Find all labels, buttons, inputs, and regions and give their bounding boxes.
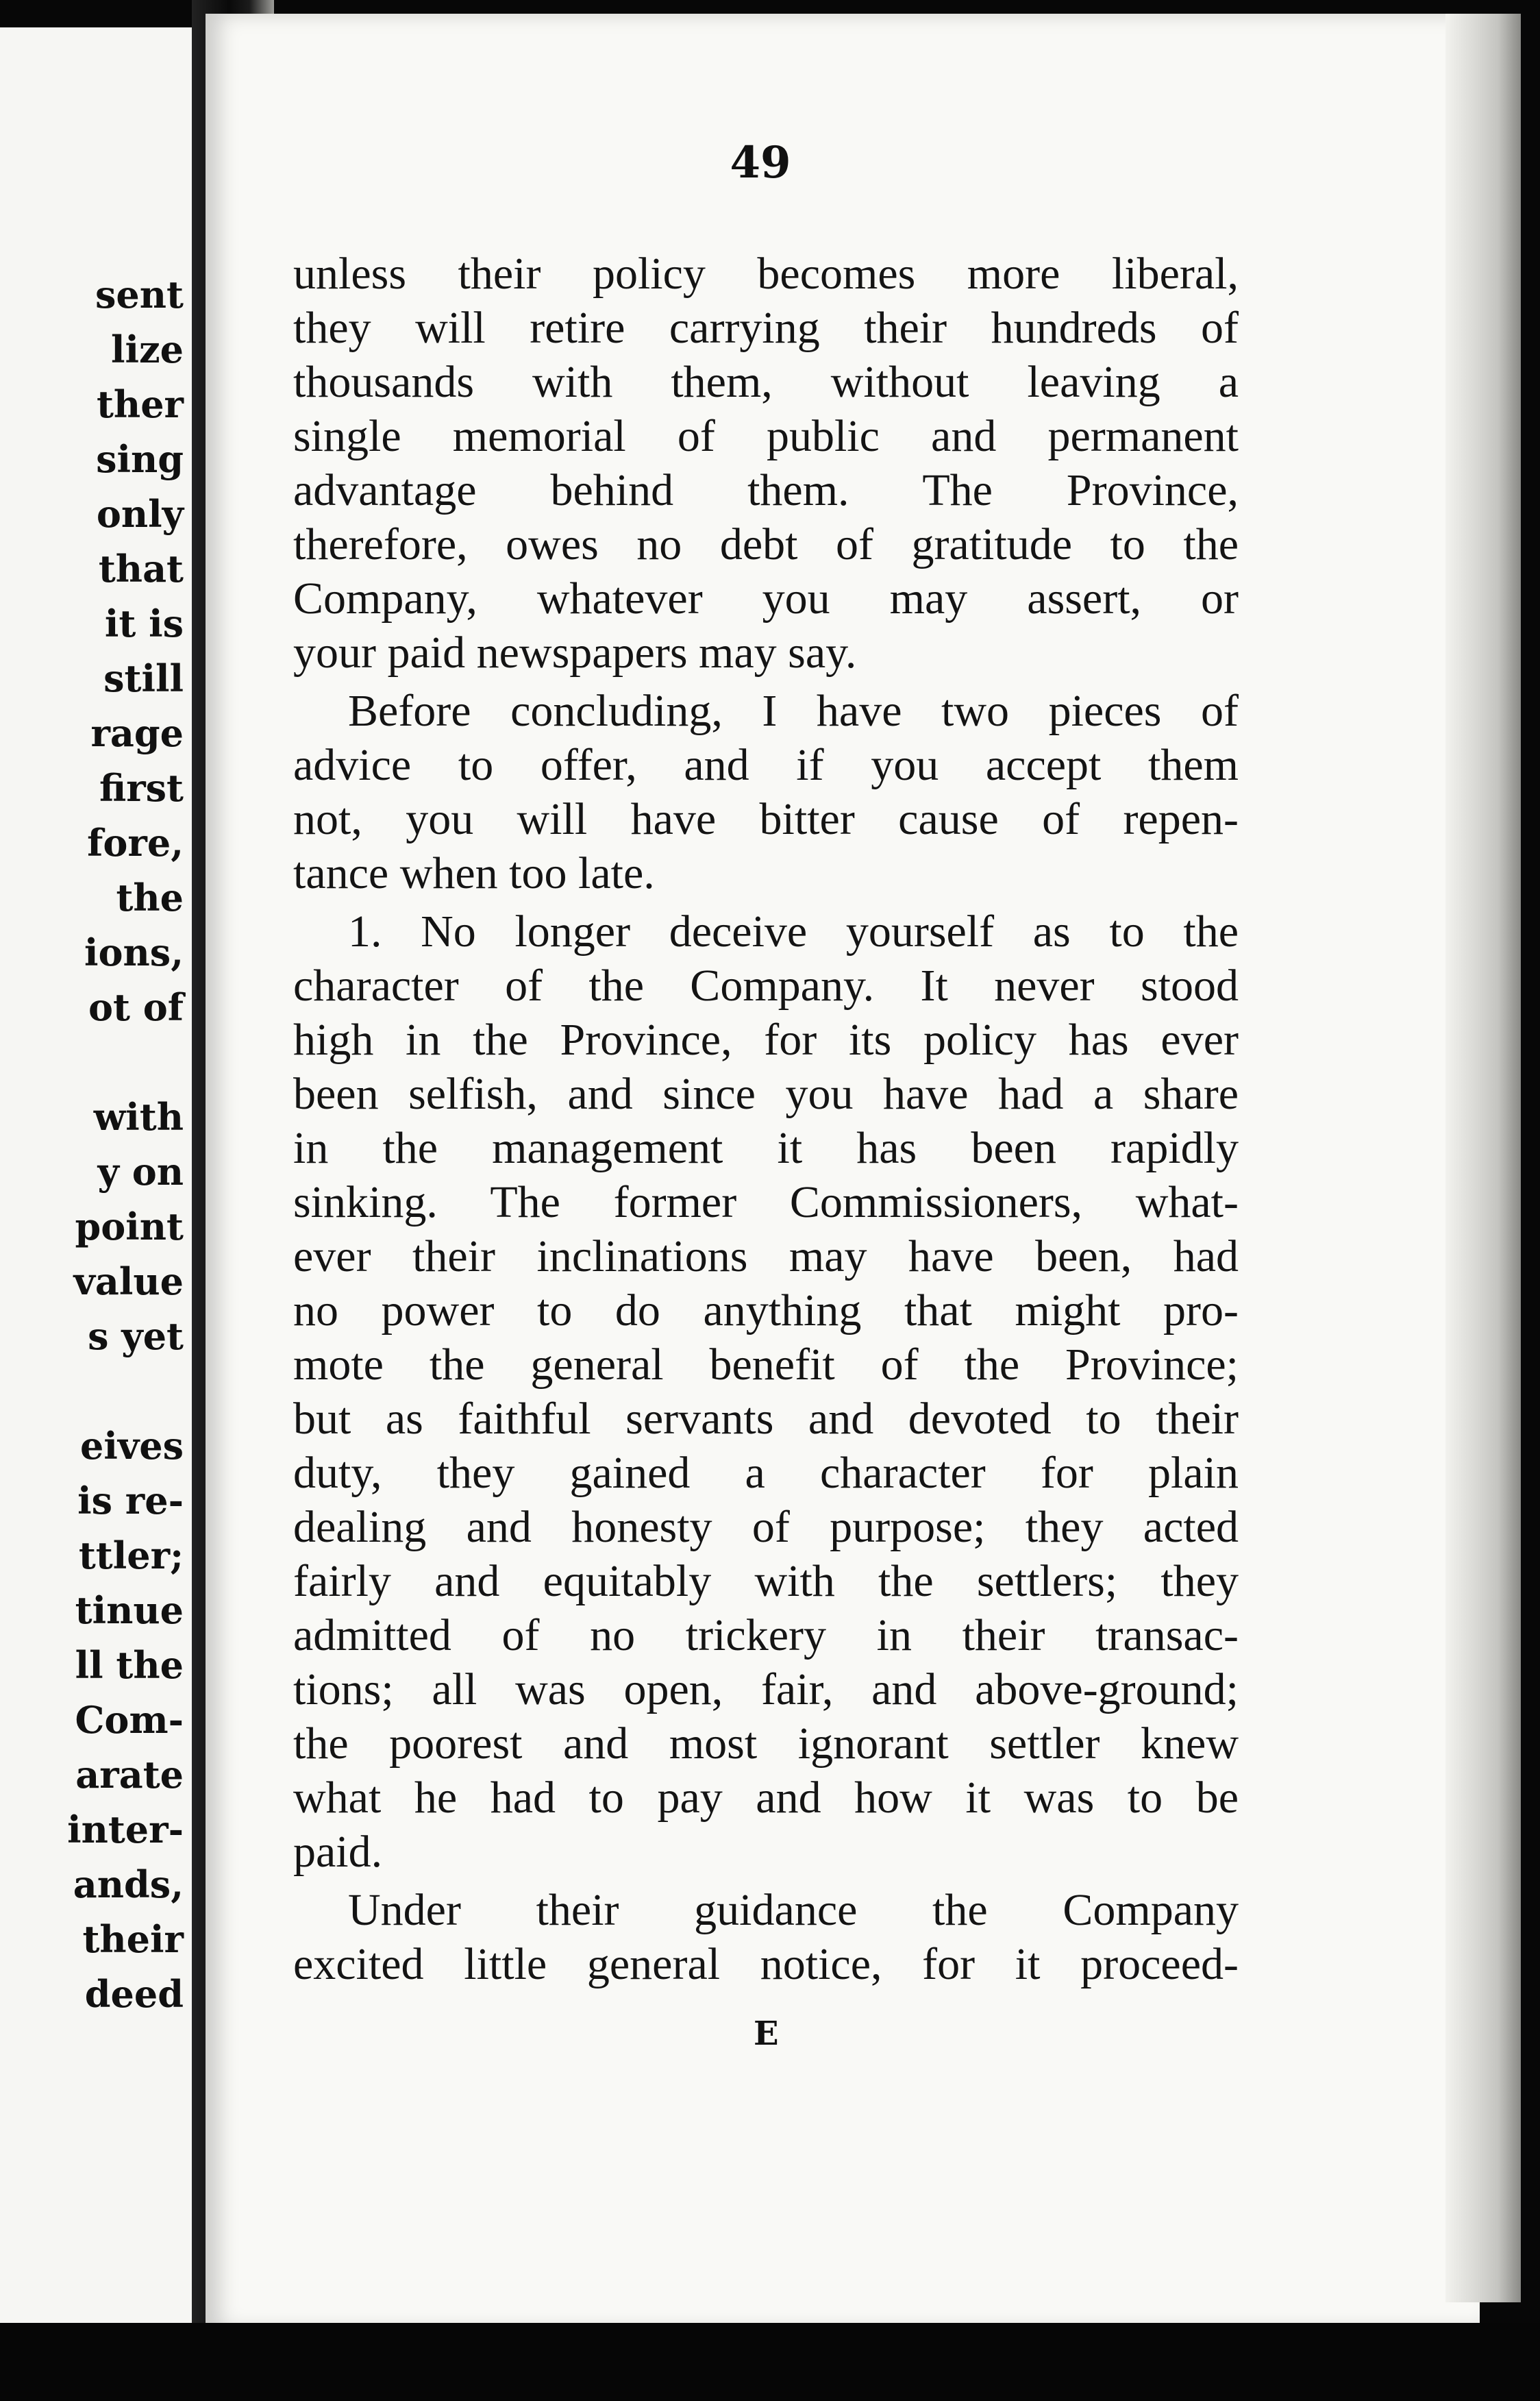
- facing-page-line: it is: [104, 602, 184, 645]
- facing-page-line: Com-: [75, 1698, 184, 1742]
- facing-page-line: only: [96, 492, 184, 536]
- text-line: but as faithful servants and devoted to their: [293, 1394, 1239, 1444]
- facing-page-text: [0, 267, 184, 2021]
- body-text: [293, 247, 1239, 1995]
- paragraph: [293, 1883, 1239, 1991]
- facing-page-line: with: [93, 1095, 184, 1139]
- facing-page-left: [0, 27, 192, 2330]
- facing-page-line: ot of: [88, 985, 184, 1029]
- bottom-shadow: [0, 2323, 1540, 2401]
- facing-page-line: that: [98, 547, 184, 591]
- facing-page-line: y on: [97, 1150, 184, 1194]
- facing-page-line: rage: [90, 711, 184, 755]
- text-line: admitted of no trickery in their transac-: [293, 1610, 1239, 1660]
- text-line: therefore, owes no debt of gratitude to the: [293, 519, 1239, 569]
- text-line: what he had to pay and how it was to be: [293, 1773, 1239, 1823]
- text-line: advice to offer, and if you accept them: [293, 740, 1239, 790]
- text-line: they will retire carrying their hundreds of: [293, 303, 1239, 353]
- facing-page-line: first: [99, 766, 184, 810]
- text-line: high in the Province, for its policy has ever: [293, 1015, 1239, 1065]
- text-line: paid.: [293, 1827, 383, 1877]
- facing-page-line: tinue: [75, 1588, 184, 1632]
- facing-page-line: [0, 1035, 184, 1089]
- facing-page-line: inter-: [67, 1808, 184, 1851]
- text-line: thousands with them, without leaving a: [293, 357, 1239, 407]
- facing-page-line: ttler;: [78, 1534, 184, 1577]
- facing-page-line: ll the: [75, 1643, 184, 1687]
- text-line: duty, they gained a character for plain: [293, 1448, 1239, 1498]
- text-line: ever their inclinations may have been, had: [293, 1231, 1239, 1281]
- facing-page-line: the: [116, 876, 184, 920]
- facing-page-line: sing: [96, 437, 184, 481]
- text-line: sinking. The former Commissioners, what-: [293, 1177, 1239, 1227]
- facing-page-line: eives: [79, 1424, 184, 1468]
- facing-page-line: arate: [75, 1753, 184, 1797]
- facing-page-line: still: [103, 656, 184, 700]
- paragraph: [293, 247, 1239, 680]
- text-line: single memorial of public and permanent: [293, 411, 1239, 461]
- facing-page-line: value: [73, 1259, 184, 1303]
- paragraph: [293, 904, 1239, 1879]
- text-line: mote the general benefit of the Province;: [293, 1340, 1239, 1390]
- text-line: 1. No longer deceive yourself as to the: [348, 907, 1239, 957]
- paragraph: [293, 684, 1239, 900]
- facing-page-line: s yet: [88, 1314, 184, 1358]
- text-line: fairly and equitably with the settlers; they: [293, 1556, 1239, 1606]
- facing-page-line: ands,: [73, 1862, 184, 1906]
- text-line: tions; all was open, fair, and above-ground;: [293, 1664, 1239, 1714]
- text-line: Company, whatever you may assert, or: [293, 574, 1239, 624]
- text-line: Under their guidance the Company: [348, 1885, 1239, 1935]
- text-line: the poorest and most ignorant settler knew: [293, 1719, 1239, 1769]
- text-line: Before concluding, I have two pieces of: [348, 686, 1239, 736]
- facing-page-line: lize: [110, 328, 184, 371]
- text-line: tance when too late.: [293, 848, 655, 898]
- facing-page-line: [0, 1364, 184, 1418]
- text-line: not, you will have bitter cause of repen-: [293, 794, 1239, 844]
- facing-page-line: point: [75, 1205, 184, 1248]
- facing-page-line: ions,: [84, 931, 184, 974]
- facing-page-line: sent: [95, 273, 184, 317]
- facing-page-line: their: [82, 1917, 184, 1961]
- text-line: your paid newspapers may say.: [293, 628, 857, 678]
- facing-page-line: ther: [96, 382, 184, 426]
- facing-page-line: deed: [84, 1972, 184, 2016]
- text-line: excited little general notice, for it proceed-: [293, 1939, 1239, 1989]
- text-line: no power to do anything that might pro-: [293, 1285, 1239, 1335]
- page-number: 49: [730, 137, 791, 188]
- text-line: dealing and honesty of purpose; they acted: [293, 1502, 1239, 1552]
- signature-mark: E: [754, 2015, 779, 2053]
- text-line: in the management it has been rapidly: [293, 1123, 1239, 1173]
- text-line: character of the Company. It never stood: [293, 961, 1239, 1011]
- text-line: been selfish, and since you have had a share: [293, 1069, 1239, 1119]
- text-line: unless their policy becomes more liberal,: [293, 249, 1239, 299]
- text-line: advantage behind them. The Province,: [293, 465, 1239, 515]
- facing-page-line: is re-: [77, 1479, 184, 1523]
- page-edge: [1445, 14, 1521, 2302]
- facing-page-line: fore,: [87, 821, 184, 865]
